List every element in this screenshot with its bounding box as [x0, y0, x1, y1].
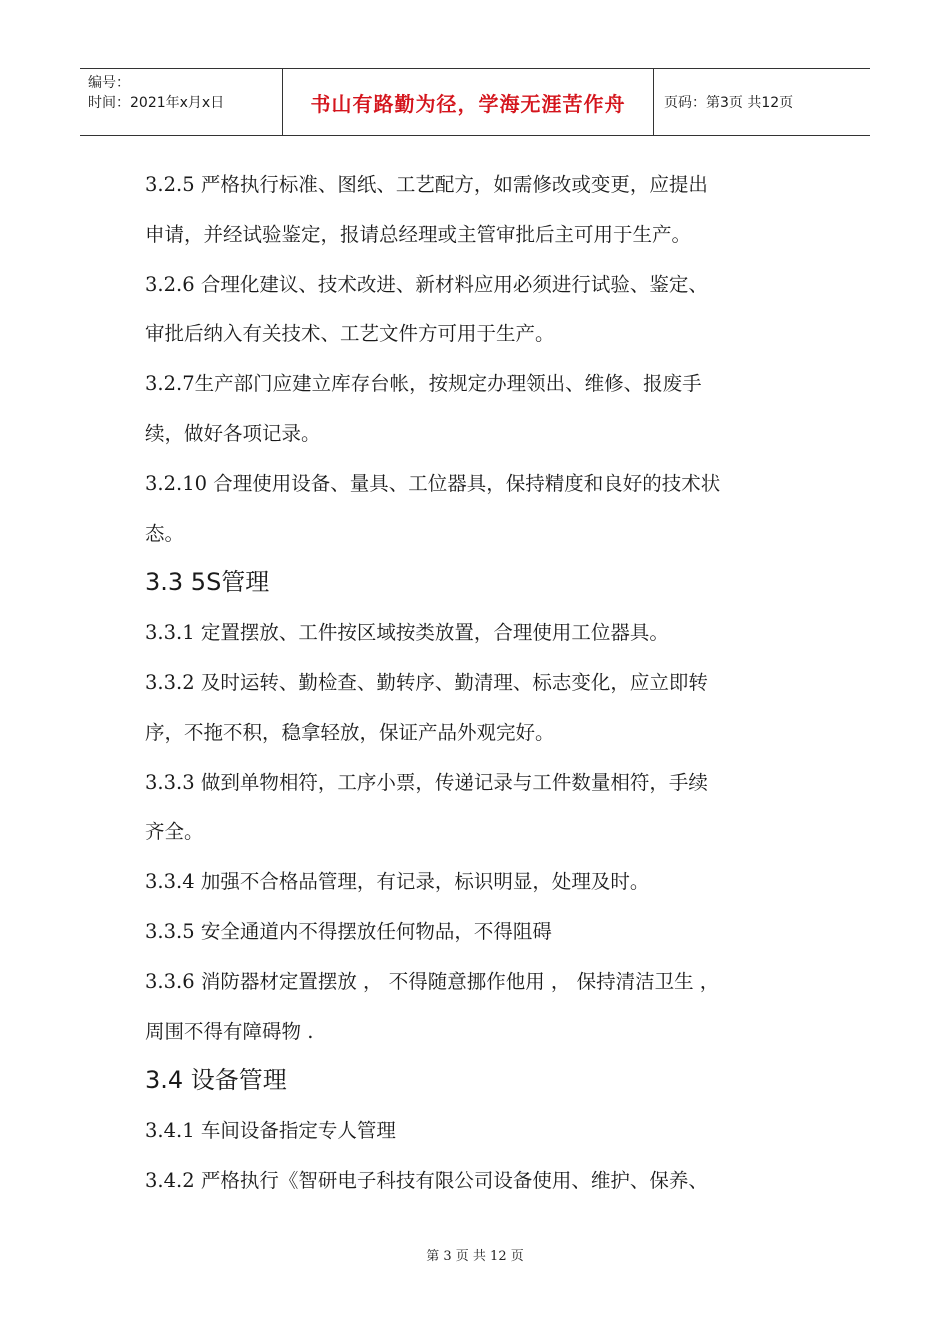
document-body	[145, 160, 815, 1206]
document-time-label: 时间：2021年x月x日	[88, 95, 225, 111]
header-page-info-cell	[654, 69, 870, 135]
paragraph-line: 周围不得有障碍物 .	[145, 1019, 314, 1043]
paragraph-line: 3.3.6 消防器材定置摆放 ， 不得随意挪作他用 ， 保持清洁卫生 ，	[145, 969, 720, 993]
paragraph-line: 3.2.6 合理化建议、技术改进、新材料应用必须进行试验、鉴定、	[145, 272, 708, 296]
paragraph-line: 3.3.5 安全通道内不得摆放任何物品，不得阻碍	[145, 919, 552, 943]
paragraph-line: 3.3.4 加强不合格品管理，有记录，标识明显，处理及时。	[145, 870, 650, 894]
paragraph-line: 3.2.7生产部门应建立库存台帐，按规定办理领出、维修、报废手	[145, 372, 702, 396]
header-meta	[80, 69, 282, 135]
section-heading-5s: 3.3 5S管理	[145, 568, 270, 597]
paragraph-line: 3.4.2 严格执行《智研电子科技有限公司设备使用、维护、保养、	[145, 1168, 708, 1192]
paragraph-line: 3.2.10 合理使用设备、量具、工位器具，保持精度和良好的技术状	[145, 471, 721, 495]
header-motto-cell	[282, 69, 654, 135]
paragraph-line: 齐全。	[145, 820, 204, 844]
paragraph-line: 续，做好各项记录。	[145, 421, 321, 445]
document-number-label: 编号：	[88, 75, 130, 91]
paragraph-line: 审批后纳入有关技术、工艺文件方可用于生产。	[145, 322, 555, 346]
header-page-info: 页码：第3页 共12页	[664, 95, 794, 111]
section-heading-equipment: 3.4 设备管理	[145, 1066, 287, 1095]
paragraph-line: 态。	[145, 521, 185, 545]
page-header	[80, 68, 870, 136]
paragraph-line: 3.3.1 定置摆放、工件按区域按类放置，合理使用工位器具。	[145, 621, 669, 645]
page-footer	[0, 1245, 950, 1264]
paragraph-line: 3.3.3 做到单物相符，工序小票，传递记录与工件数量相符，手续	[145, 770, 708, 794]
paragraph-line: 序，不拖不积，稳拿轻放，保证产品外观完好。	[145, 720, 555, 744]
paragraph-line: 申请，并经试验鉴定，报请总经理或主管审批后主可用于生产。	[145, 222, 692, 246]
footer-page-number: 第 3 页 共 12 页	[426, 1249, 524, 1264]
paragraph-line: 3.2.5 严格执行标准、图纸、工艺配方，如需修改或变更，应提出	[145, 173, 708, 196]
paragraph-line: 3.3.2 及时运转、勤检查、勤转序、勤清理、标志变化，应立即转	[145, 670, 708, 694]
header-motto: 书山有路勤为径，学海无涯苦作舟	[310, 91, 626, 116]
paragraph-line: 3.4.1 车间设备指定专人管理	[145, 1119, 396, 1143]
